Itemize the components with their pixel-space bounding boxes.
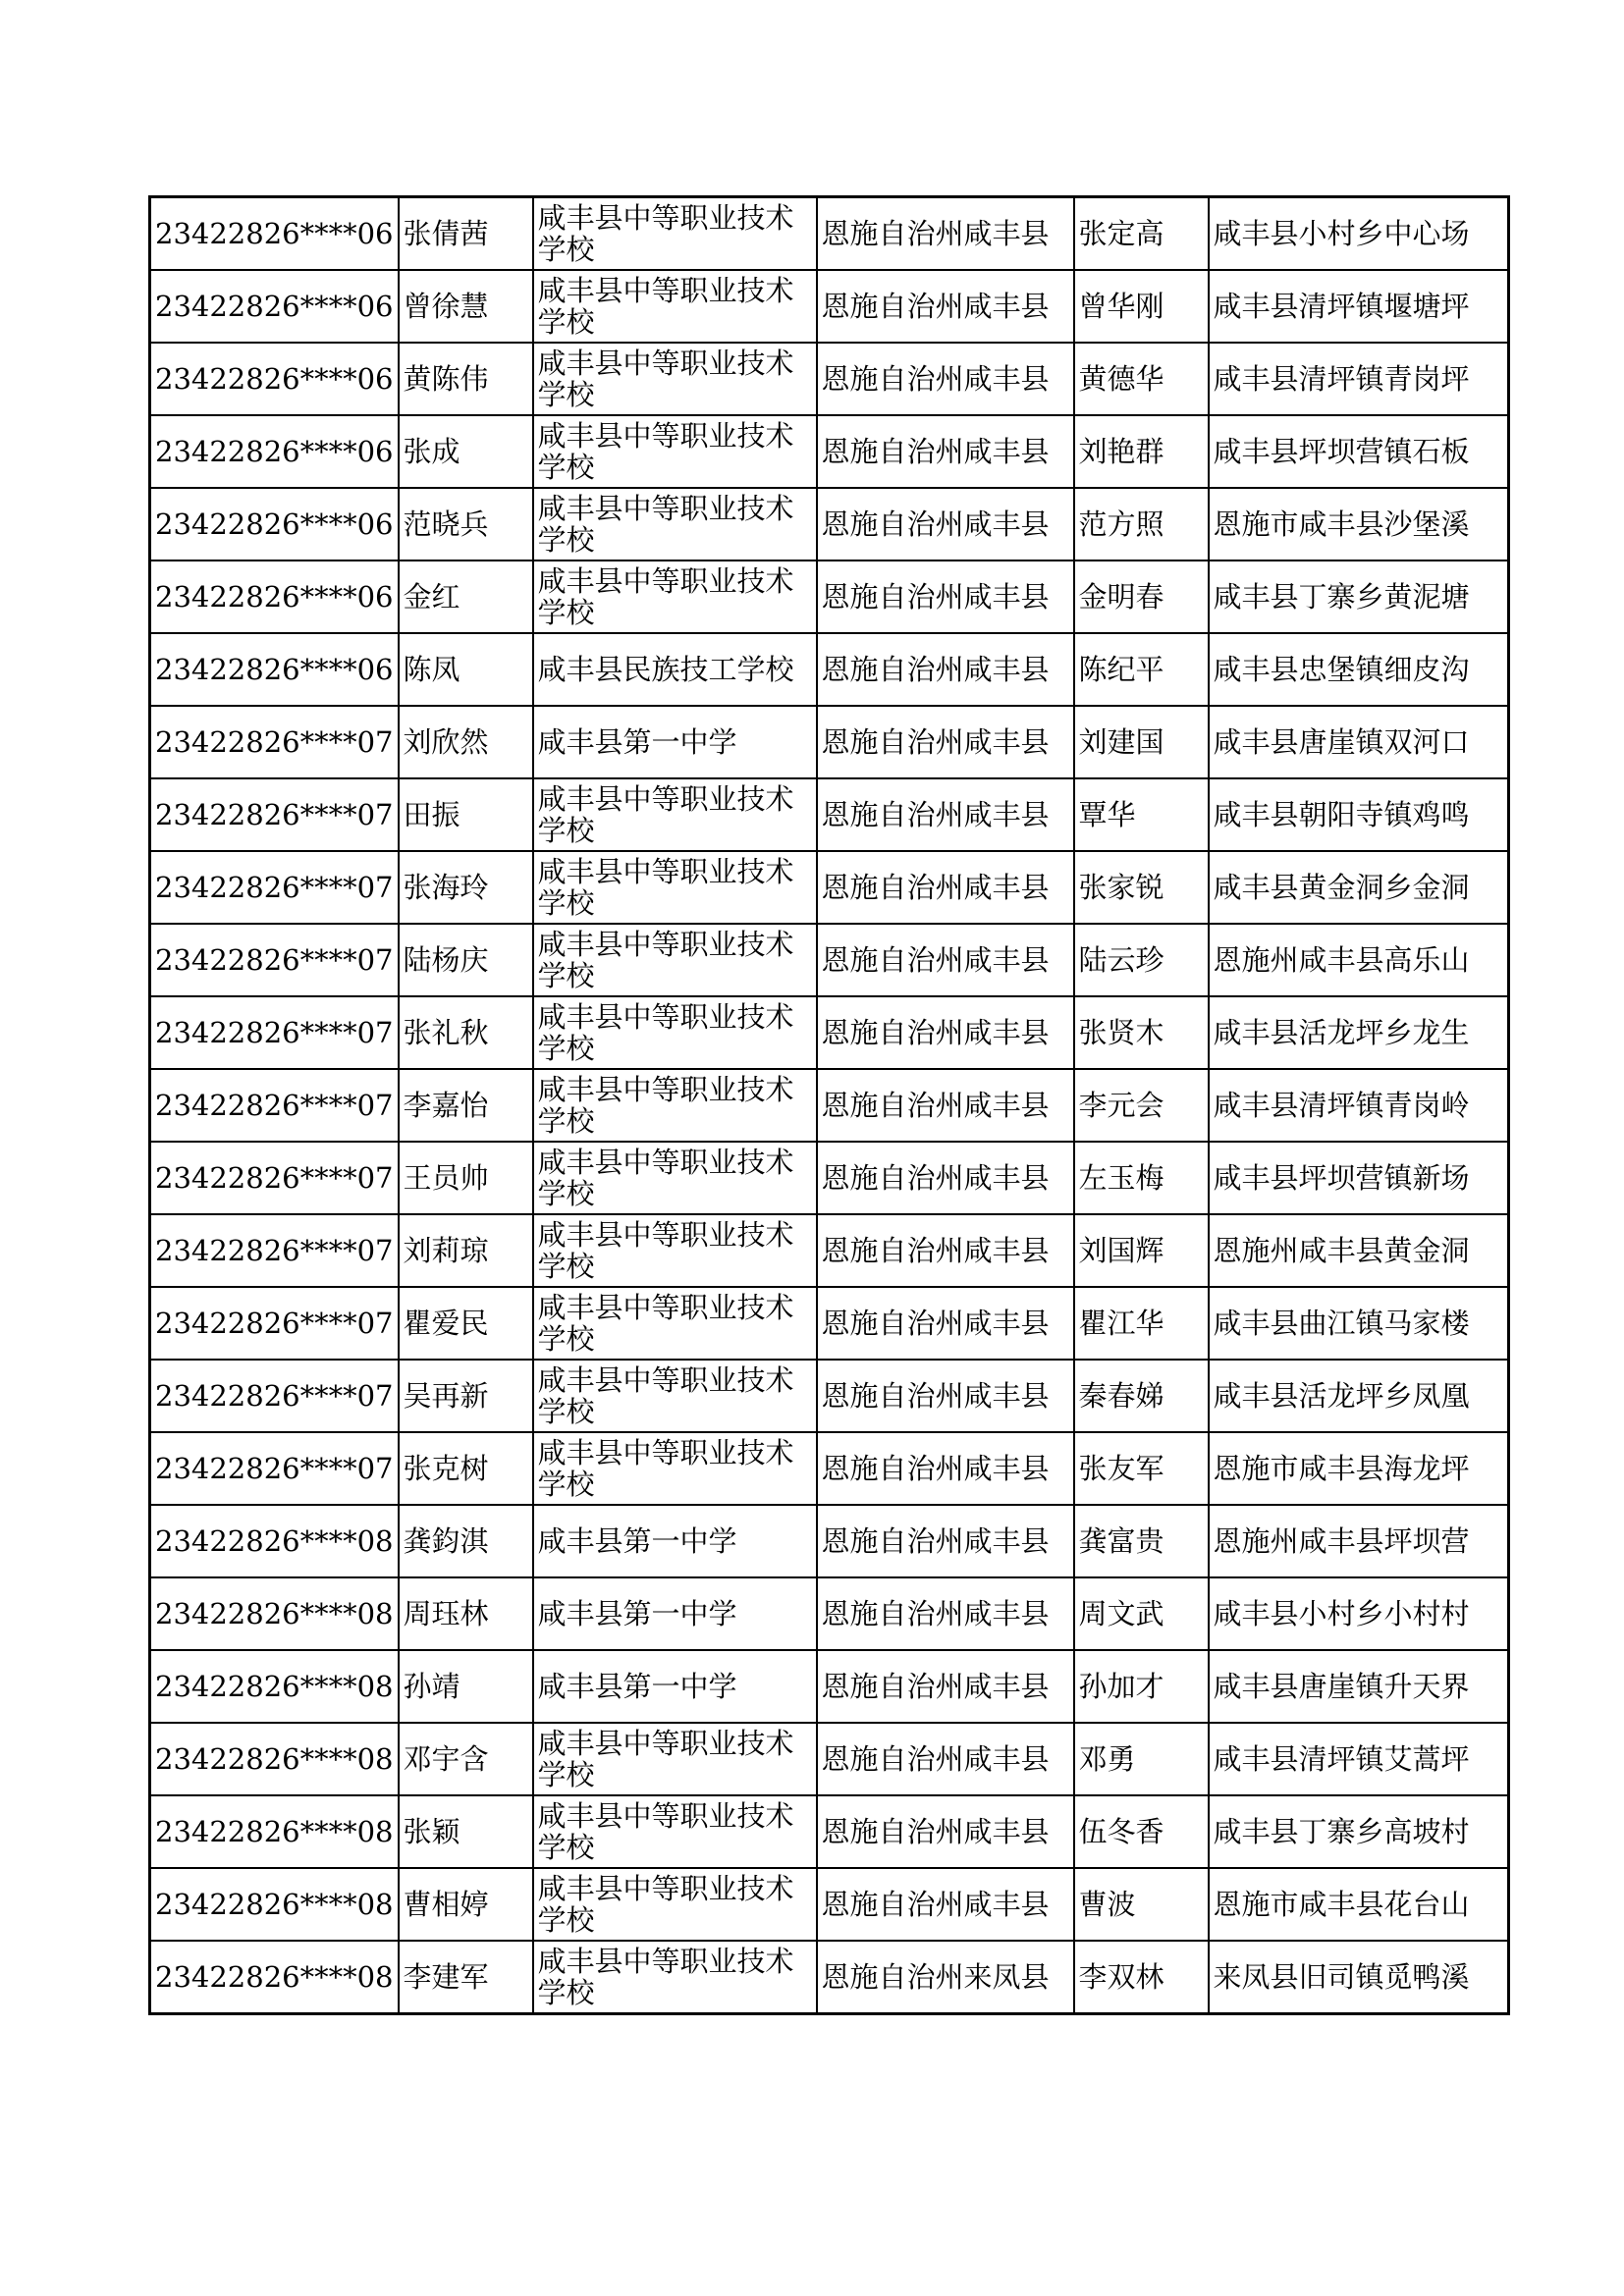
region-cell: 恩施自治州咸丰县 (817, 1577, 1074, 1650)
region-cell: 恩施自治州咸丰县 (817, 1360, 1074, 1432)
student-name-cell: 周珏林 (399, 1577, 533, 1650)
student-id-cell: 23422826****07 (150, 851, 399, 924)
address-cell: 咸丰县坪坝营镇石板 (1209, 415, 1509, 488)
address-cell: 咸丰县清坪镇堰塘坪 (1209, 270, 1509, 343)
school-cell: 咸丰县中等职业技术学校 (533, 488, 817, 561)
region-cell: 恩施自治州咸丰县 (817, 706, 1074, 778)
guardian-name-cell: 覃华 (1074, 778, 1209, 851)
student-name-cell: 李建军 (399, 1941, 533, 2014)
student-name-cell: 张克树 (399, 1432, 533, 1505)
guardian-name-cell: 曹波 (1074, 1868, 1209, 1941)
school-cell: 咸丰县中等职业技术学校 (533, 924, 817, 996)
address-cell: 咸丰县丁寨乡黄泥塘 (1209, 561, 1509, 633)
school-cell: 咸丰县中等职业技术学校 (533, 778, 817, 851)
address-cell: 咸丰县丁寨乡高坡村 (1209, 1795, 1509, 1868)
region-cell: 恩施自治州咸丰县 (817, 1723, 1074, 1795)
table-row (150, 1069, 1509, 1142)
address-cell: 恩施州咸丰县坪坝营 (1209, 1505, 1509, 1577)
school-cell: 咸丰县第一中学 (533, 1650, 817, 1723)
address-cell: 恩施州咸丰县黄金洞 (1209, 1214, 1509, 1287)
region-cell: 恩施自治州来凤县 (817, 1941, 1074, 2014)
guardian-name-cell: 孙加才 (1074, 1650, 1209, 1723)
table-row (150, 851, 1509, 924)
student-name-cell: 张海玲 (399, 851, 533, 924)
student-name-cell: 曾徐慧 (399, 270, 533, 343)
student-name-cell: 曹相婷 (399, 1868, 533, 1941)
school-cell: 咸丰县中等职业技术学校 (533, 270, 817, 343)
school-cell: 咸丰县中等职业技术学校 (533, 1142, 817, 1214)
region-cell: 恩施自治州咸丰县 (817, 996, 1074, 1069)
region-cell: 恩施自治州咸丰县 (817, 488, 1074, 561)
student-id-cell: 23422826****07 (150, 924, 399, 996)
address-cell: 咸丰县活龙坪乡凤凰 (1209, 1360, 1509, 1432)
guardian-name-cell: 刘建国 (1074, 706, 1209, 778)
student-name-cell: 瞿爱民 (399, 1287, 533, 1360)
table-row (150, 1432, 1509, 1505)
student-id-cell: 23422826****06 (150, 197, 399, 271)
student-name-cell: 张颖 (399, 1795, 533, 1868)
student-name-cell: 吴再新 (399, 1360, 533, 1432)
region-cell: 恩施自治州咸丰县 (817, 633, 1074, 706)
address-cell: 恩施市咸丰县海龙坪 (1209, 1432, 1509, 1505)
table-row (150, 1795, 1509, 1868)
student-id-cell: 23422826****08 (150, 1577, 399, 1650)
school-cell: 咸丰县中等职业技术学校 (533, 197, 817, 271)
student-id-cell: 23422826****07 (150, 1142, 399, 1214)
school-cell: 咸丰县中等职业技术学校 (533, 1795, 817, 1868)
student-name-cell: 田振 (399, 778, 533, 851)
table-row (150, 1505, 1509, 1577)
guardian-name-cell: 李双林 (1074, 1941, 1209, 2014)
address-cell: 咸丰县清坪镇艾蒿坪 (1209, 1723, 1509, 1795)
region-cell: 恩施自治州咸丰县 (817, 1142, 1074, 1214)
student-id-cell: 23422826****08 (150, 1795, 399, 1868)
guardian-name-cell: 李元会 (1074, 1069, 1209, 1142)
region-cell: 恩施自治州咸丰县 (817, 270, 1074, 343)
student-id-cell: 23422826****08 (150, 1505, 399, 1577)
student-name-cell: 刘欣然 (399, 706, 533, 778)
table-row (150, 706, 1509, 778)
region-cell: 恩施自治州咸丰县 (817, 924, 1074, 996)
student-name-cell: 邓宇含 (399, 1723, 533, 1795)
student-name-cell: 孙靖 (399, 1650, 533, 1723)
guardian-name-cell: 范方照 (1074, 488, 1209, 561)
guardian-name-cell: 张友军 (1074, 1432, 1209, 1505)
student-id-cell: 23422826****06 (150, 633, 399, 706)
region-cell: 恩施自治州咸丰县 (817, 1868, 1074, 1941)
region-cell: 恩施自治州咸丰县 (817, 851, 1074, 924)
student-id-cell: 23422826****06 (150, 415, 399, 488)
student-name-cell: 陈凤 (399, 633, 533, 706)
student-name-cell: 黄陈伟 (399, 343, 533, 415)
region-cell: 恩施自治州咸丰县 (817, 1432, 1074, 1505)
table-row (150, 1287, 1509, 1360)
student-name-cell: 张倩茜 (399, 197, 533, 271)
school-cell: 咸丰县民族技工学校 (533, 633, 817, 706)
student-id-cell: 23422826****07 (150, 996, 399, 1069)
student-name-cell: 王员帅 (399, 1142, 533, 1214)
table-row (150, 1360, 1509, 1432)
table-row (150, 415, 1509, 488)
address-cell: 咸丰县小村乡小村村 (1209, 1577, 1509, 1650)
student-name-cell: 张成 (399, 415, 533, 488)
school-cell: 咸丰县中等职业技术学校 (533, 996, 817, 1069)
address-cell: 咸丰县忠堡镇细皮沟 (1209, 633, 1509, 706)
guardian-name-cell: 左玉梅 (1074, 1142, 1209, 1214)
school-cell: 咸丰县中等职业技术学校 (533, 343, 817, 415)
table-row (150, 996, 1509, 1069)
guardian-name-cell: 张定高 (1074, 197, 1209, 271)
address-cell: 咸丰县活龙坪乡龙生 (1209, 996, 1509, 1069)
student-name-cell: 张礼秋 (399, 996, 533, 1069)
address-cell: 恩施市咸丰县沙堡溪 (1209, 488, 1509, 561)
guardian-name-cell: 龚富贵 (1074, 1505, 1209, 1577)
school-cell: 咸丰县中等职业技术学校 (533, 415, 817, 488)
address-cell: 咸丰县曲江镇马家楼 (1209, 1287, 1509, 1360)
school-cell: 咸丰县中等职业技术学校 (533, 851, 817, 924)
guardian-name-cell: 金明春 (1074, 561, 1209, 633)
table-row (150, 633, 1509, 706)
guardian-name-cell: 秦春娣 (1074, 1360, 1209, 1432)
region-cell: 恩施自治州咸丰县 (817, 1214, 1074, 1287)
table-row (150, 1214, 1509, 1287)
address-cell: 咸丰县黄金洞乡金洞 (1209, 851, 1509, 924)
student-name-cell: 陆杨庆 (399, 924, 533, 996)
table-row (150, 778, 1509, 851)
school-cell: 咸丰县中等职业技术学校 (533, 1214, 817, 1287)
student-id-cell: 23422826****07 (150, 1432, 399, 1505)
guardian-name-cell: 陈纪平 (1074, 633, 1209, 706)
address-cell: 咸丰县唐崖镇双河口 (1209, 706, 1509, 778)
school-cell: 咸丰县中等职业技术学校 (533, 1868, 817, 1941)
address-cell: 咸丰县朝阳寺镇鸡鸣 (1209, 778, 1509, 851)
address-cell: 咸丰县唐崖镇升天界 (1209, 1650, 1509, 1723)
guardian-name-cell: 张家锐 (1074, 851, 1209, 924)
table-row (150, 1723, 1509, 1795)
guardian-name-cell: 邓勇 (1074, 1723, 1209, 1795)
guardian-name-cell: 曾华刚 (1074, 270, 1209, 343)
school-cell: 咸丰县第一中学 (533, 1505, 817, 1577)
region-cell: 恩施自治州咸丰县 (817, 778, 1074, 851)
student-id-cell: 23422826****06 (150, 270, 399, 343)
school-cell: 咸丰县中等职业技术学校 (533, 561, 817, 633)
school-cell: 咸丰县中等职业技术学校 (533, 1287, 817, 1360)
guardian-name-cell: 周文武 (1074, 1577, 1209, 1650)
region-cell: 恩施自治州咸丰县 (817, 1650, 1074, 1723)
student-id-cell: 23422826****07 (150, 1360, 399, 1432)
student-id-cell: 23422826****08 (150, 1723, 399, 1795)
table-row (150, 1142, 1509, 1214)
guardian-name-cell: 刘艳群 (1074, 415, 1209, 488)
guardian-name-cell: 黄德华 (1074, 343, 1209, 415)
student-id-cell: 23422826****06 (150, 488, 399, 561)
school-cell: 咸丰县中等职业技术学校 (533, 1432, 817, 1505)
region-cell: 恩施自治州咸丰县 (817, 197, 1074, 271)
student-id-cell: 23422826****07 (150, 1287, 399, 1360)
table-row (150, 270, 1509, 343)
student-name-cell: 金红 (399, 561, 533, 633)
student-id-cell: 23422826****08 (150, 1650, 399, 1723)
student-id-cell: 23422826****06 (150, 561, 399, 633)
address-cell: 咸丰县清坪镇青岗坪 (1209, 343, 1509, 415)
student-name-cell: 李嘉怡 (399, 1069, 533, 1142)
table-row (150, 1868, 1509, 1941)
region-cell: 恩施自治州咸丰县 (817, 1287, 1074, 1360)
record-table-body (150, 197, 1509, 2014)
guardian-name-cell: 瞿江华 (1074, 1287, 1209, 1360)
guardian-name-cell: 陆云珍 (1074, 924, 1209, 996)
region-cell: 恩施自治州咸丰县 (817, 1505, 1074, 1577)
region-cell: 恩施自治州咸丰县 (817, 561, 1074, 633)
student-name-cell: 范晓兵 (399, 488, 533, 561)
guardian-name-cell: 张贤木 (1074, 996, 1209, 1069)
school-cell: 咸丰县中等职业技术学校 (533, 1941, 817, 2014)
record-table (148, 195, 1510, 2015)
school-cell: 咸丰县第一中学 (533, 1577, 817, 1650)
table-row (150, 924, 1509, 996)
student-id-cell: 23422826****07 (150, 1069, 399, 1142)
student-id-cell: 23422826****08 (150, 1868, 399, 1941)
guardian-name-cell: 刘国辉 (1074, 1214, 1209, 1287)
student-id-cell: 23422826****07 (150, 778, 399, 851)
school-cell: 咸丰县中等职业技术学校 (533, 1069, 817, 1142)
address-cell: 恩施市咸丰县花台山 (1209, 1868, 1509, 1941)
region-cell: 恩施自治州咸丰县 (817, 415, 1074, 488)
address-cell: 咸丰县坪坝营镇新场 (1209, 1142, 1509, 1214)
school-cell: 咸丰县中等职业技术学校 (533, 1360, 817, 1432)
table-row (150, 488, 1509, 561)
table-row (150, 1577, 1509, 1650)
table-row (150, 343, 1509, 415)
school-cell: 咸丰县中等职业技术学校 (533, 1723, 817, 1795)
address-cell: 咸丰县小村乡中心场 (1209, 197, 1509, 271)
address-cell: 来凤县旧司镇觅鸭溪 (1209, 1941, 1509, 2014)
student-id-cell: 23422826****08 (150, 1941, 399, 2014)
student-id-cell: 23422826****06 (150, 343, 399, 415)
region-cell: 恩施自治州咸丰县 (817, 1069, 1074, 1142)
region-cell: 恩施自治州咸丰县 (817, 1795, 1074, 1868)
student-id-cell: 23422826****07 (150, 706, 399, 778)
address-cell: 咸丰县清坪镇青岗岭 (1209, 1069, 1509, 1142)
table-row (150, 561, 1509, 633)
student-id-cell: 23422826****07 (150, 1214, 399, 1287)
student-name-cell: 刘莉琼 (399, 1214, 533, 1287)
student-name-cell: 龚鈞淇 (399, 1505, 533, 1577)
table-row (150, 1941, 1509, 2014)
school-cell: 咸丰县第一中学 (533, 706, 817, 778)
table-row (150, 197, 1509, 271)
table-row (150, 1650, 1509, 1723)
region-cell: 恩施自治州咸丰县 (817, 343, 1074, 415)
address-cell: 恩施州咸丰县高乐山 (1209, 924, 1509, 996)
guardian-name-cell: 伍冬香 (1074, 1795, 1209, 1868)
